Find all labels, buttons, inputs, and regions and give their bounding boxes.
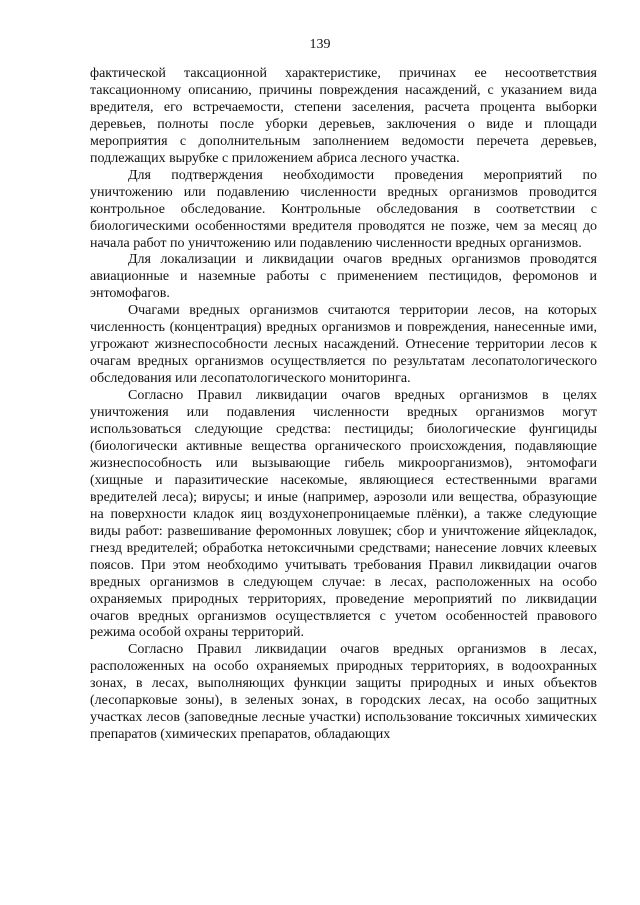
paragraph-control-survey: Для подтверждения необходимости проведения мероприятий по уничтожению или подавлению численности вредных организмов проводится контрольное обследование. Контрольные обследования в соответствии с биологическими особенностями вредителя проводятся не позже, чем за месяц до начала работ по уничтожению или подавлению численности вредных организмов. [90,167,597,251]
paragraph-continuation: фактической таксационной характеристике, причинах ее несоответствия таксационному описанию, причины повреждения насаждений, с указанием вида вредителя, его встречаемости, степени заселения, расчета процента выборки деревьев, полноты после уборки деревьев, заключения о виде и площади мероприятия с дополнительным заполнением ведомости перечета деревьев, подлежащих вырубке с приложением абриса лесного участка. [90,66,597,166]
document-body [90,66,597,744]
paragraph-control-means: Согласно Правил ликвидации очагов вредных организмов в целях уничтожения или подавления численности вредных организмов могут использоваться следующие средства: пестициды; биологические фунгициды (биологически активные вещества органического происхождения, подавляющие жизнеспособность или вызывающие гибель микроорганизмов), энтомофаги (хищные и паразитические насекомые, являющиеся естественными врагами вредителей леса); вирусы; и иные (например, аэрозоли или вещества, образующие на поверхности кладок яиц воздухонепроницаемые плёнки), а также следующие виды работ: развешивание феромонных ловушек; сбор и уничтожение яйцекладок, гнезд вредителей; обработка нетоксичными средствами; нанесение ловчих клеевых поясов. При этом необходимо учитывать требования Правил ликвидации очагов вредных организмов в следующем случае: в лесах, расположенных на особо охраняемых природных территориях, проведение мероприятий по ликвидации очагов вредных организмов осуществляется с учетом особенностей правового режима особой охраны территорий. [90,388,597,641]
page-number: 139 [309,37,331,52]
paragraph-protected-areas: Согласно Правил ликвидации очагов вредных организмов в лесах, расположенных на особо охраняемых природных территориях, в водоохранных зонах, в лесах, выполняющих функции защиты природных и иных объектов (лесопарковые зоны), в зеленых зонах, в городских лесах, на особо защитных участках лесов (заповедные лесные участки) использование токсичных химических препаратов (химических препаратов, обладающих [90,642,597,743]
paragraph-localization: Для локализации и ликвидации очагов вредных организмов проводятся авиационные и наземные работы с применением пестицидов, феромонов и энтомофагов. [90,252,597,302]
paragraph-outbreak-definition: Очагами вредных организмов считаются территории лесов, на которых численность (концентрация) вредных организмов и повреждения, нанесенные ими, угрожают жизнеспособности лесных насаждений. Отнесение территории лесов к очагам вредных организмов осуществляется по результатам лесопатологического обследования или лесопатологического мониторинга. [90,303,597,387]
